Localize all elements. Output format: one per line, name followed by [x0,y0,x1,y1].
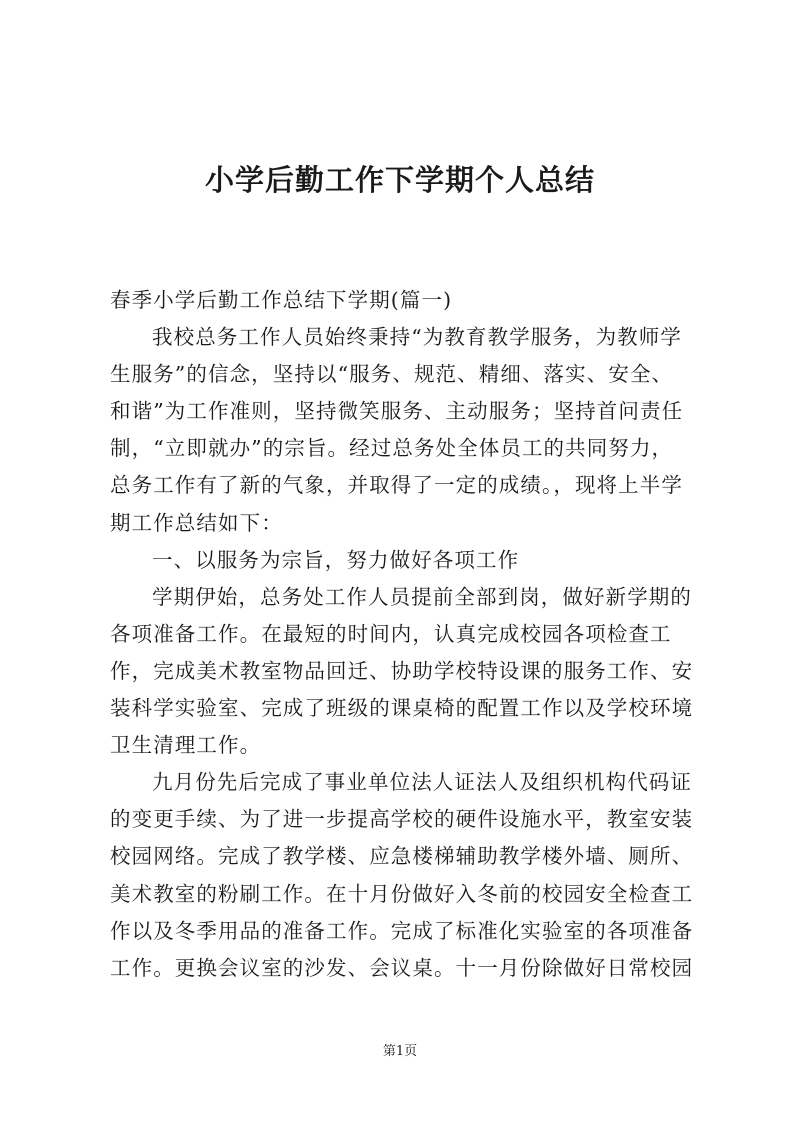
document-title: 小学后勤工作下学期个人总结 [204,163,595,197]
text-line: 装科学实验室、完成了班级的课桌椅的配置工作以及学校环境 [110,696,694,721]
page-footer: 第1页 [382,1044,418,1059]
text-line: 九月份先后完成了事业单位法人证法人及组织机构代码证 [152,770,692,795]
text-line: 期工作总结如下： [110,510,283,535]
document-body [110,282,694,987]
text-line: 制，“立即就办”的宗旨。经过总务处全体员工的共同努力， [110,436,674,461]
text-line: 工作。更换会议室的沙发、会议桌。十一月份除做好日常校园 [110,955,694,980]
text-line: 生服务”的信念，坚持以“服务、规范、精细、落实、安全、 [110,362,674,387]
text-line: 卫生清理工作。 [110,733,262,758]
text-line: 作，完成美术教室物品回迁、协助学校特设课的服务工作、安 [110,658,694,683]
text-line: 美术教室的粉刷工作。在十月份做好入冬前的校园安全检查工 [110,881,694,906]
text-line: 春季小学后勤工作总结下学期(篇一) [110,288,453,312]
text-line: 和谐”为工作准则，坚持微笑服务、主动服务；坚持首问责任 [110,399,684,424]
text-line: 各项准备工作。在最短的时间内，认真完成校园各项检查工 [110,621,672,646]
text-line: 的变更手续、为了进一步提高学校的硬件设施水平，教室安装 [110,807,694,832]
text-line: 作以及冬季用品的准备工作。完成了标准化实验室的各项准备 [110,918,694,943]
text-line: 校园网络。完成了教学楼、应急楼梯辅助教学楼外墙、厕所、 [110,844,694,869]
text-line: 总务工作有了新的气象，并取得了一定的成绩。，现将上半学 [110,473,683,498]
text-line: 学期伊始，总务处工作人员提前全部到岗，做好新学期的 [152,584,692,609]
text-line: 一、以服务为宗旨，努力做好各项工作 [152,547,520,572]
text-line: 我校总务工作人员始终秉持“为教育教学服务，为教师学 [152,325,682,350]
